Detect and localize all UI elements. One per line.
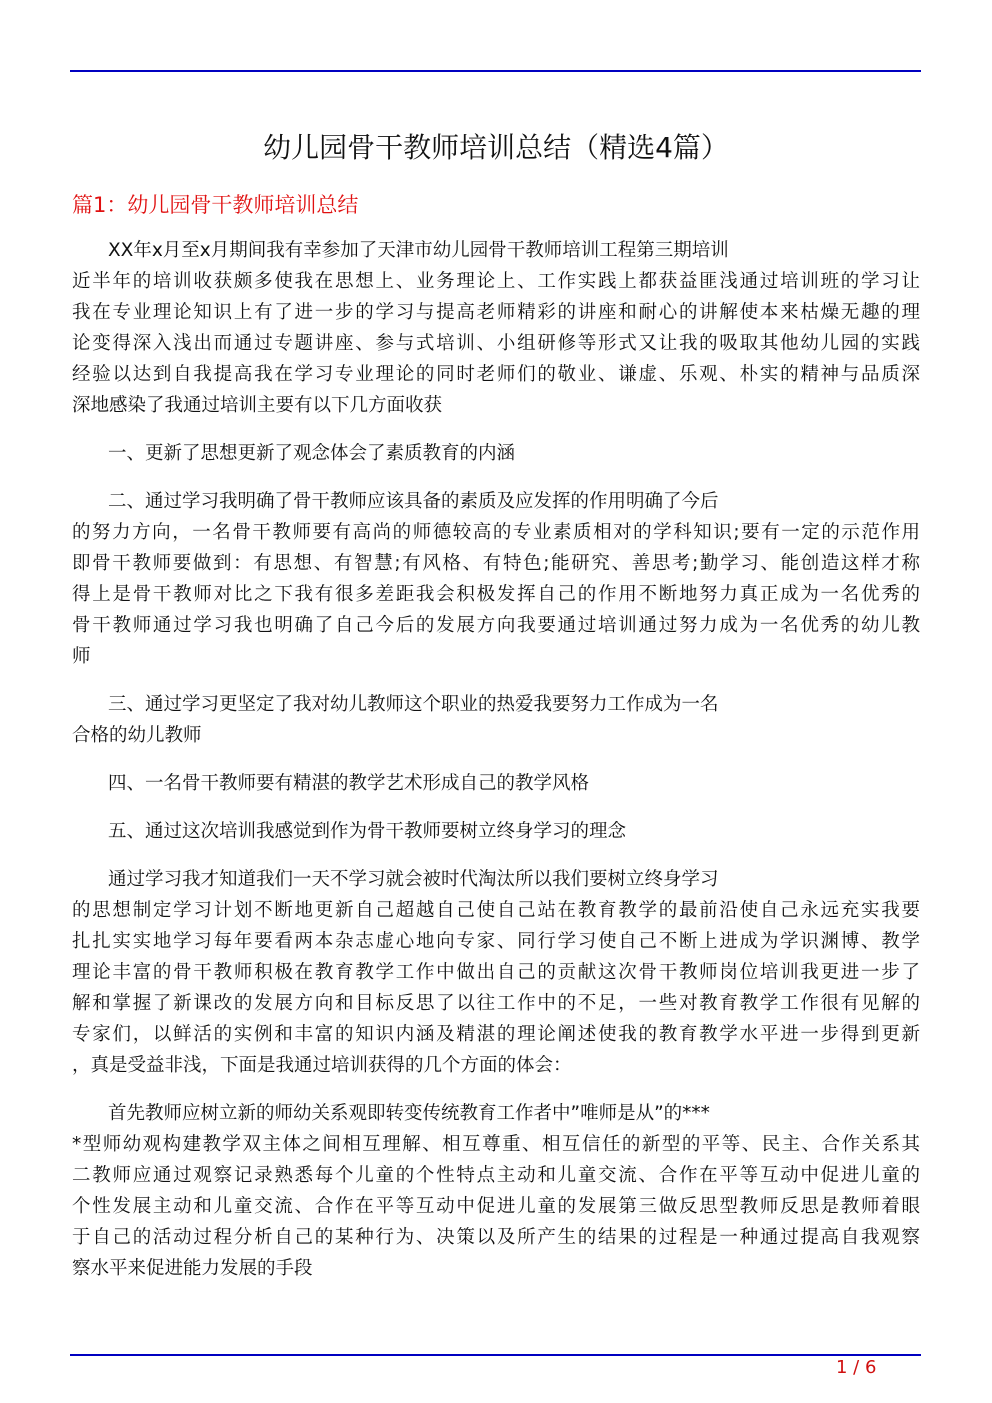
page-title: 幼儿园骨干教师培训总结（精选4篇） — [263, 131, 729, 164]
paragraph — [72, 689, 920, 751]
document-body — [72, 235, 920, 1301]
paragraph-line: 四、一名骨干教师要有精湛的教学艺术形成自己的教学风格 — [108, 773, 590, 794]
paragraph-line: 的思想制定学习计划不断地更新自己超越自己使自己站在教育教学的最前沿使自己永远充实我要 — [72, 900, 920, 921]
paragraph-line: 合格的幼儿教师 — [72, 725, 202, 746]
paragraph-line: ，真是受益非浅，下面是我通过培训获得的几个方面的体会： — [72, 1055, 572, 1076]
paragraph-line: 专家们，以鲜活的实例和丰富的知识内涵及精湛的理论阐述使我的教育教学水平进一步得到更新 — [72, 1024, 920, 1045]
paragraph — [72, 235, 920, 421]
page-number: 1 / 6 — [836, 1357, 877, 1378]
paragraph-line: 我在专业理论知识上有了进一步的学习与提高老师精彩的讲座和耐心的讲解使本来枯燥无趣的理 — [72, 302, 920, 323]
paragraph-line: 理论丰富的骨干教师积极在教育教学工作中做出自己的贡献这次骨干教师岗位培训我更进一步了 — [72, 962, 920, 983]
paragraph — [72, 816, 920, 847]
paragraph — [72, 438, 920, 469]
paragraph-line: 个性发展主动和儿童交流、合作在平等互动中促进儿童的发展第三做反思型教师反思是教师着眼 — [72, 1196, 920, 1217]
paragraph-line: 察水平来促进能力发展的手段 — [72, 1258, 313, 1279]
paragraph-line: 通过学习我才知道我们一天不学习就会被时代淘汰所以我们要树立终身学习 — [108, 869, 719, 890]
paragraph-line: XX年x月至x月期间我有幸参加了天津市幼儿园骨干教师培训工程第三期培训 — [108, 240, 729, 261]
paragraph-line: 深地感染了我通过培训主要有以下几方面收获 — [72, 395, 443, 416]
paragraph-line: 解和掌握了新课改的发展方向和目标反思了以往工作中的不足，一些对教育教学工作很有见解的 — [72, 993, 920, 1014]
paragraph-line: 论变得深入浅出而通过专题讲座、参与式培训、小组研修等形式又让我的吸取其他幼儿园的实践 — [72, 333, 920, 354]
paragraph-line: 二、通过学习我明确了骨干教师应该具备的素质及应发挥的作用明确了今后 — [108, 491, 719, 512]
paragraph-line: 二教师应通过观察记录熟悉每个儿童的个性特点主动和儿童交流、合作在平等互动中促进儿童的 — [72, 1165, 920, 1186]
section-heading: 篇1：幼儿园骨干教师培训总结 — [72, 193, 359, 217]
paragraph-line: 经验以达到自我提高我在学习专业理论的同时老师们的敬业、谦虚、乐观、朴实的精神与品质深 — [72, 364, 920, 385]
paragraph — [72, 486, 920, 672]
paragraph-line: 扎扎实实地学习每年要看两本杂志虚心地向专家、同行学习使自己不断上进成为学识渊博、教学 — [72, 931, 920, 952]
paragraph — [72, 1098, 920, 1284]
paragraph-line: 骨干教师通过学习我也明确了自己今后的发展方向我要通过培训通过努力成为一名优秀的幼儿教 — [72, 615, 920, 636]
paragraph-line: *型师幼观构建教学双主体之间相互理解、相互尊重、相互信任的新型的平等、民主、合作关系其 — [72, 1134, 920, 1155]
paragraph-line: 首先教师应树立新的师幼关系观即转变传统教育工作者中”唯师是从”的*** — [108, 1103, 710, 1124]
paragraph-line: 近半年的培训收获颇多使我在思想上、业务理论上、工作实践上都获益匪浅通过培训班的学习让 — [72, 271, 920, 292]
paragraph-line: 五、通过这次培训我感觉到作为骨干教师要树立终身学习的理念 — [108, 821, 627, 842]
paragraph-line: 师 — [72, 646, 91, 667]
paragraph-line: 于自己的活动过程分析自己的某种行为、决策以及所产生的结果的过程是一种通过提高自我观察 — [72, 1227, 920, 1248]
paragraph-line: 即骨干教师要做到：有思想、有智慧;有风格、有特色;能研究、善思考;勤学习、能创造这样才称 — [72, 553, 920, 574]
paragraph-line: 得上是骨干教师对比之下我有很多差距我会积极发挥自己的作用不断地努力真正成为一名优秀的 — [72, 584, 920, 605]
paragraph — [72, 768, 920, 799]
paragraph-line: 一、更新了思想更新了观念体会了素质教育的内涵 — [108, 443, 516, 464]
paragraph-line: 三、通过学习更坚定了我对幼儿教师这个职业的热爱我要努力工作成为一名 — [108, 694, 719, 715]
header-rule — [70, 70, 921, 72]
footer-rule — [70, 1354, 921, 1356]
paragraph-line: 的努力方向，一名骨干教师要有高尚的师德较高的专业素质相对的学科知识;要有一定的示范作用 — [72, 522, 920, 543]
paragraph — [72, 864, 920, 1081]
